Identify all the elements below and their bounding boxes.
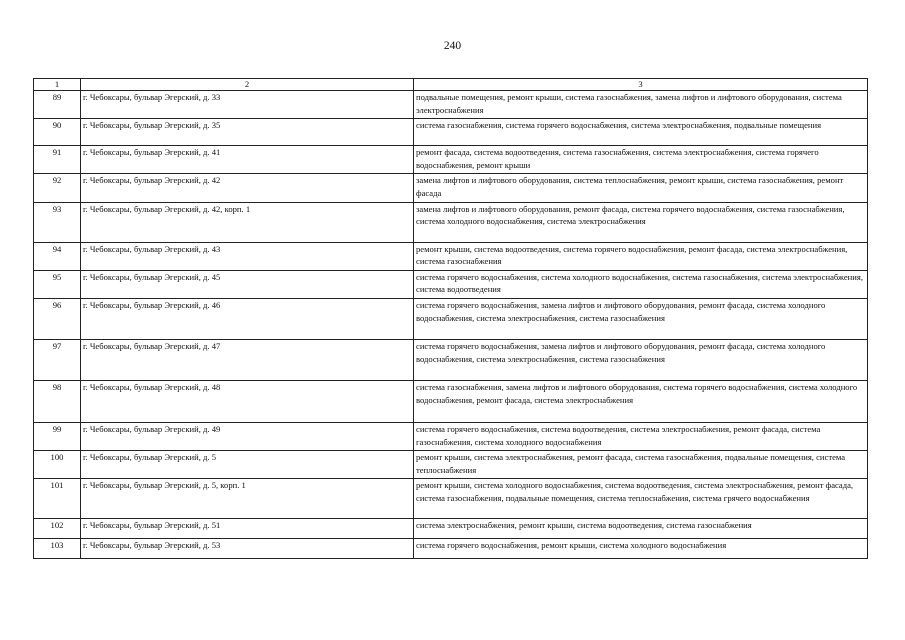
row-address: г. Чебоксары, бульвар Эгерский, д. 33	[81, 91, 414, 119]
row-works: замена лифтов и лифтового оборудования, ремонт фасада, система горячего водоснабжения, система газоснабжения, система холодного водоснабжения, система электроснабжения	[414, 202, 868, 242]
row-address: г. Чебоксары, бульвар Эгерский, д. 5, корп. 1	[81, 479, 414, 519]
row-number: 94	[34, 242, 81, 270]
table-row	[34, 119, 868, 146]
housing-works-table	[33, 78, 868, 559]
row-address: г. Чебоксары, бульвар Эгерский, д. 47	[81, 339, 414, 380]
row-works: система газоснабжения, система горячего водоснабжения, система электроснабжения, подвальные помещения	[414, 119, 868, 146]
row-address: г. Чебоксары, бульвар Эгерский, д. 49	[81, 422, 414, 450]
row-works: система газоснабжения, замена лифтов и лифтового оборудования, система горячего водоснабжения, система холодного водоснабжения, ремонт фасада, система электроснабжения	[414, 380, 868, 422]
row-number: 92	[34, 174, 81, 202]
table-row	[34, 146, 868, 174]
table-row	[34, 451, 868, 479]
table-row	[34, 298, 868, 339]
row-works: замена лифтов и лифтового оборудования, система теплоснабжения, ремонт крыши, система газоснабжения, ремонт фасада	[414, 174, 868, 202]
table-row	[34, 202, 868, 242]
page-number: 240	[443, 40, 462, 52]
row-number: 98	[34, 380, 81, 422]
row-works: система электроснабжения, ремонт крыши, система водоотведения, система газоснабжения	[414, 519, 868, 539]
row-works: система горячего водоснабжения, ремонт крыши, система холодного водоснабжения	[414, 539, 868, 559]
row-address: г. Чебоксары, бульвар Эгерский, д. 35	[81, 119, 414, 146]
row-works: система горячего водоснабжения, система холодного водоснабжения, система газоснабжения, система электроснабжения, система водоотведения	[414, 270, 868, 298]
row-number: 100	[34, 451, 81, 479]
table-row	[34, 270, 868, 298]
column-header: 1	[34, 79, 81, 91]
row-address: г. Чебоксары, бульвар Эгерский, д. 53	[81, 539, 414, 559]
row-address: г. Чебоксары, бульвар Эгерский, д. 5	[81, 451, 414, 479]
table-row	[34, 380, 868, 422]
row-address: г. Чебоксары, бульвар Эгерский, д. 45	[81, 270, 414, 298]
row-works: система горячего водоснабжения, замена лифтов и лифтового оборудования, ремонт фасада, система холодного водоснабжения, система электроснабжения, система газоснабжения	[414, 339, 868, 380]
row-address: г. Чебоксары, бульвар Эгерский, д. 42, корп. 1	[81, 202, 414, 242]
row-number: 91	[34, 146, 81, 174]
row-works: система горячего водоснабжения, система водоотведения, система электроснабжения, ремонт фасада, система газоснабжения, система холодного водоснабжения	[414, 422, 868, 450]
row-number: 93	[34, 202, 81, 242]
table-row	[34, 422, 868, 450]
table-row	[34, 174, 868, 202]
row-number: 96	[34, 298, 81, 339]
table-row	[34, 539, 868, 559]
row-number: 101	[34, 479, 81, 519]
row-address: г. Чебоксары, бульвар Эгерский, д. 51	[81, 519, 414, 539]
row-works: ремонт крыши, система водоотведения, система горячего водоснабжения, ремонт фасада, система электроснабжения, система газоснабжения	[414, 242, 868, 270]
table-header-row	[34, 79, 868, 91]
row-number: 102	[34, 519, 81, 539]
row-number: 95	[34, 270, 81, 298]
row-address: г. Чебоксары, бульвар Эгерский, д. 46	[81, 298, 414, 339]
row-address: г. Чебоксары, бульвар Эгерский, д. 48	[81, 380, 414, 422]
row-address: г. Чебоксары, бульвар Эгерский, д. 43	[81, 242, 414, 270]
row-address: г. Чебоксары, бульвар Эгерский, д. 41	[81, 146, 414, 174]
row-works: ремонт фасада, система водоотведения, система газоснабжения, система электроснабжения, система горячего водоснабжения, ремонт крыши	[414, 146, 868, 174]
row-works: система горячего водоснабжения, замена лифтов и лифтового оборудования, ремонт фасада, система холодного водоснабжения, система электроснабжения, система газоснабжения	[414, 298, 868, 339]
column-header: 2	[81, 79, 414, 91]
row-number: 99	[34, 422, 81, 450]
row-works: ремонт крыши, система холодного водоснабжения, система водоотведения, система электроснабжения, ремонт фасада, система газоснабжения, подвальные помещения, система теплоснабжения, система грячего водоснабжения	[414, 479, 868, 519]
table-row	[34, 242, 868, 270]
table-row	[34, 91, 868, 119]
row-works: ремонт крыши, система электроснабжения, ремонт фасада, система газоснабжения, подвальные помещения, система теплоснабжения	[414, 451, 868, 479]
row-number: 89	[34, 91, 81, 119]
table-row	[34, 479, 868, 519]
column-header: 3	[414, 79, 868, 91]
table-row	[34, 519, 868, 539]
table-row	[34, 339, 868, 380]
row-number: 103	[34, 539, 81, 559]
row-address: г. Чебоксары, бульвар Эгерский, д. 42	[81, 174, 414, 202]
row-works: подвальные помещения, ремонт крыши, система газоснабжения, замена лифтов и лифтового оборудования, система электроснабжения	[414, 91, 868, 119]
row-number: 90	[34, 119, 81, 146]
row-number: 97	[34, 339, 81, 380]
